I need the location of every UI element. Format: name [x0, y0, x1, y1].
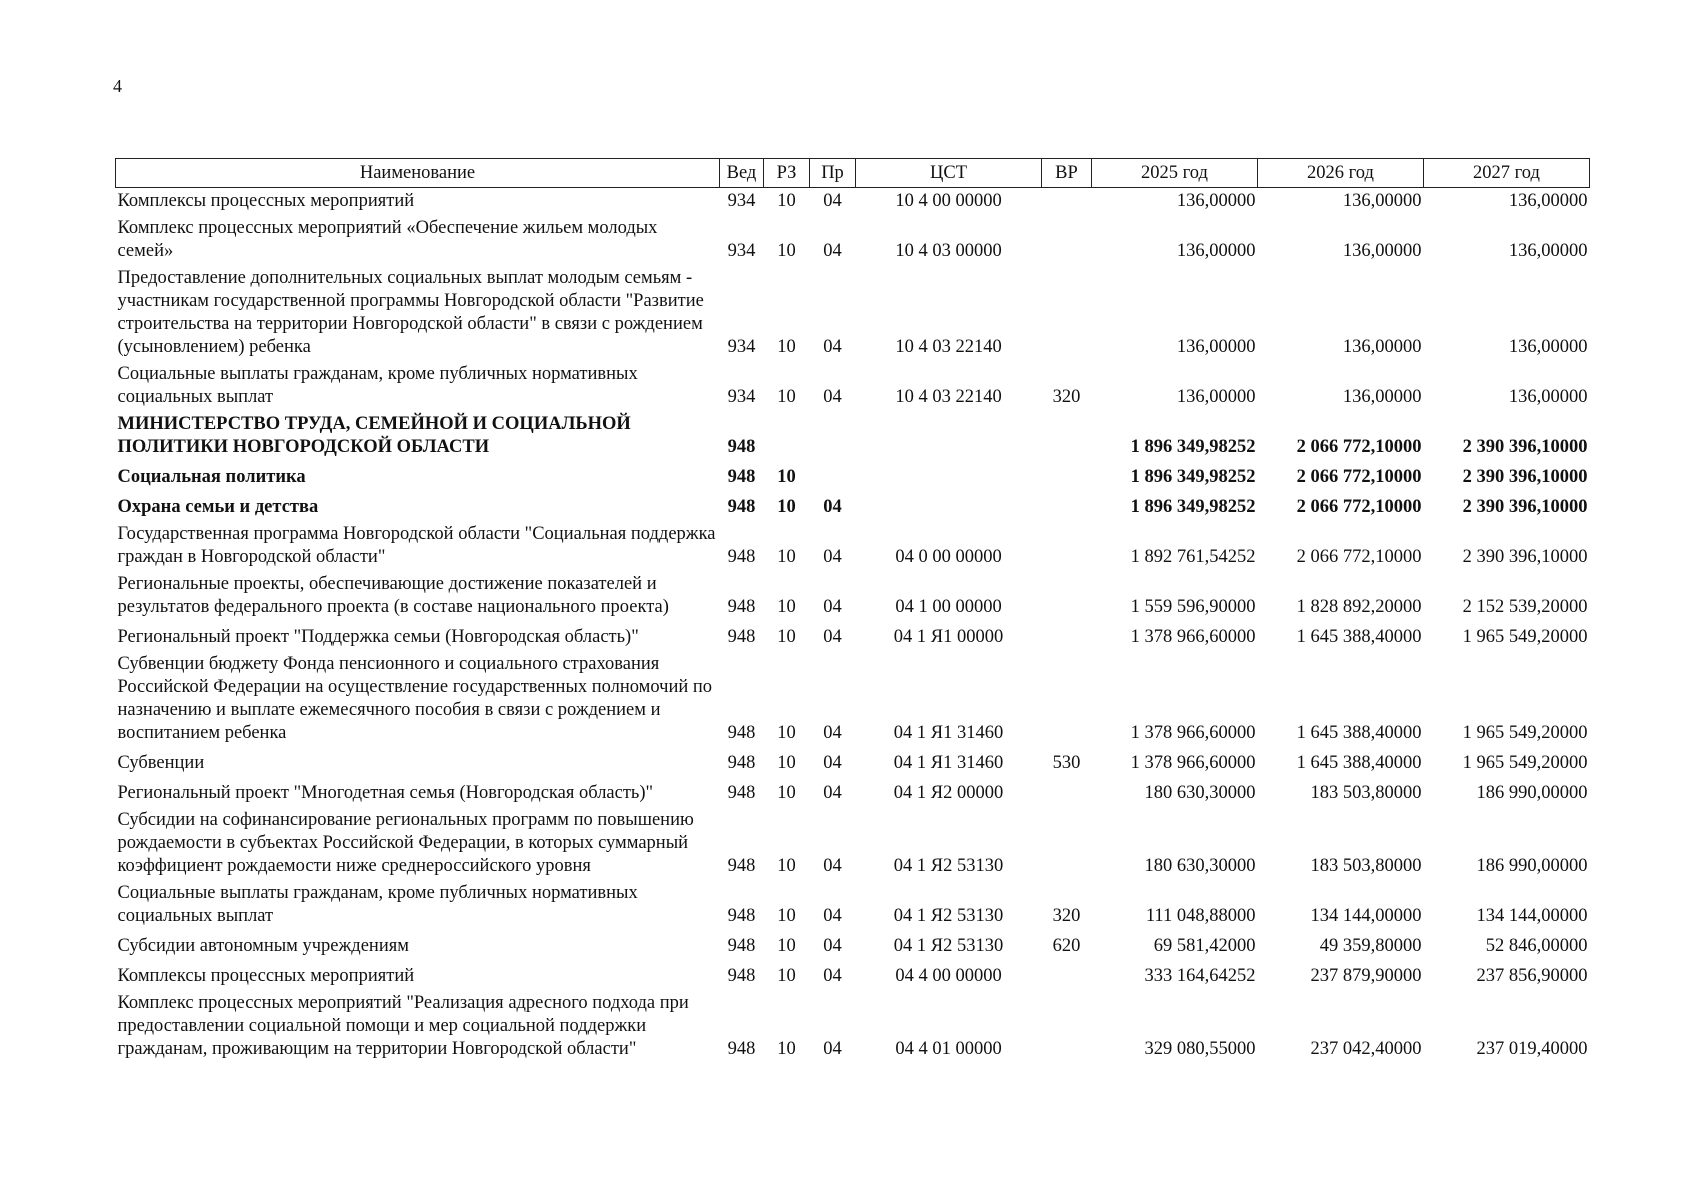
cell-2026: 183 503,80000	[1310, 856, 1422, 876]
cell-2025: 1 892 761,54252	[1130, 547, 1256, 567]
cell-pr: 04	[823, 1039, 842, 1059]
cell-2027: 237 019,40000	[1476, 1039, 1588, 1059]
cell-name: Комплекс процессных мероприятий «Обеспечение жильем молодых семей»	[117, 218, 658, 261]
cell-ved: 934	[727, 241, 756, 261]
cell-2025: 111 048,88000	[1145, 906, 1256, 926]
cell-ved: 934	[727, 387, 756, 407]
cell-2025: 136,00000	[1176, 191, 1256, 211]
cell-2025: 136,00000	[1176, 387, 1256, 407]
header-2027: 2027 год	[1424, 159, 1590, 188]
cell-2025: 329 080,55000	[1144, 1039, 1256, 1059]
cell-cst: 04 1 Я1 31460	[893, 753, 1004, 773]
cell-rz: 10	[777, 753, 796, 773]
cell-ved: 948	[727, 966, 756, 986]
cell-ved: 948	[727, 437, 756, 457]
cell-rz	[764, 411, 810, 461]
cell-rz: 10	[777, 597, 796, 617]
cell-ved: 948	[727, 936, 756, 956]
cell-ved: 948	[727, 1039, 756, 1059]
cell-name: Охрана семьи и детства	[117, 497, 319, 517]
cell-pr: 04	[823, 906, 842, 926]
cell-2025: 1 378 966,60000	[1130, 753, 1256, 773]
cell-cst: 10 4 00 00000	[895, 191, 1002, 211]
cell-ved: 948	[727, 467, 756, 487]
cell-vr: 320	[1052, 387, 1081, 407]
cell-2027: 237 856,90000	[1476, 966, 1588, 986]
cell-2026: 134 144,00000	[1310, 906, 1422, 926]
table-row	[116, 215, 1590, 265]
table-row	[116, 411, 1590, 461]
cell-2026: 237 042,40000	[1310, 1039, 1422, 1059]
cell-2026: 2 066 772,10000	[1296, 467, 1422, 487]
header-2026: 2026 год	[1258, 159, 1424, 188]
header-2025: 2025 год	[1092, 159, 1258, 188]
cell-2026: 183 503,80000	[1310, 783, 1422, 803]
cell-name: Комплекс процессных мероприятий "Реализация адресного подхода при предоставлении социальной помощи и мер социальной поддержки гражданам, проживающим на территории Новгородской области"	[117, 993, 689, 1059]
table-row	[116, 807, 1590, 880]
cell-cst: 10 4 03 22140	[895, 387, 1002, 407]
cell-name: Субвенции бюджету Фонда пенсионного и социального страхования Российской Федерации на осуществление государственных полномочий по назначению и выплате ежемесячного пособия в связи с рождением и воспитанием ребенка	[117, 654, 713, 743]
cell-pr: 04	[823, 337, 842, 357]
cell-cst: 10 4 03 00000	[895, 241, 1002, 261]
cell-2027: 2 390 396,10000	[1462, 547, 1588, 567]
cell-2027: 186 990,00000	[1476, 783, 1588, 803]
cell-ved: 948	[727, 627, 756, 647]
page-number: 4	[113, 76, 122, 96]
cell-2026: 1 645 388,40000	[1296, 753, 1422, 773]
cell-name: Региональные проекты, обеспечивающие достижение показателей и результатов федерального проекта (в составе национального проекта)	[117, 574, 669, 617]
cell-name: Государственная программа Новгородской области "Социальная поддержка граждан в Новгородской области"	[117, 524, 716, 567]
cell-ved: 934	[727, 337, 756, 357]
cell-rz: 10	[777, 856, 796, 876]
cell-rz: 10	[777, 783, 796, 803]
cell-2027: 186 990,00000	[1476, 856, 1588, 876]
cell-ved: 948	[727, 723, 756, 743]
table-row	[116, 651, 1590, 747]
cell-ved: 948	[727, 753, 756, 773]
cell-pr: 04	[823, 753, 842, 773]
cell-rz: 10	[777, 936, 796, 956]
cell-2026: 2 066 772,10000	[1296, 437, 1422, 457]
cell-pr: 04	[823, 191, 842, 211]
table-row	[116, 880, 1590, 930]
cell-2027: 136,00000	[1508, 387, 1588, 407]
cell-vr	[1042, 571, 1092, 621]
header-cst: ЦСТ	[856, 159, 1042, 188]
cell-vr: 530	[1052, 753, 1081, 773]
cell-cst: 04 1 Я2 53130	[893, 906, 1004, 926]
cell-2025: 1 559 596,90000	[1130, 597, 1256, 617]
cell-2026: 2 066 772,10000	[1296, 547, 1422, 567]
cell-pr	[810, 461, 856, 491]
cell-2027: 136,00000	[1508, 191, 1588, 211]
table-header-row	[116, 159, 1590, 188]
cell-name: Комплексы процессных мероприятий	[117, 191, 415, 211]
table-row	[116, 188, 1590, 216]
cell-2027: 2 152 539,20000	[1462, 597, 1588, 617]
table-row	[116, 960, 1590, 990]
cell-pr: 04	[823, 597, 842, 617]
cell-vr	[1042, 461, 1092, 491]
table-body	[116, 188, 1590, 1064]
cell-2025: 1 378 966,60000	[1130, 723, 1256, 743]
cell-rz: 10	[777, 1039, 796, 1059]
cell-name: МИНИСТЕРСТВО ТРУДА, СЕМЕЙНОЙ И СОЦИАЛЬНОЙ ПОЛИТИКИ НОВГОРОДСКОЙ ОБЛАСТИ	[117, 414, 631, 457]
cell-rz: 10	[777, 966, 796, 986]
header-pr: Пр	[810, 159, 856, 188]
cell-vr	[1042, 521, 1092, 571]
cell-vr	[1042, 491, 1092, 521]
cell-name: Региональный проект "Многодетная семья (Новгородская область)"	[117, 783, 654, 803]
header-vr: ВР	[1042, 159, 1092, 188]
table-row	[116, 990, 1590, 1063]
cell-name: Субвенции	[117, 753, 205, 773]
header-ved: Вед	[720, 159, 764, 188]
cell-rz: 10	[777, 723, 796, 743]
cell-2026: 237 879,90000	[1310, 966, 1422, 986]
cell-vr	[1042, 990, 1092, 1063]
cell-vr	[1042, 960, 1092, 990]
cell-ved: 948	[727, 856, 756, 876]
header-name: Наименование	[116, 159, 720, 188]
cell-vr	[1042, 651, 1092, 747]
cell-name: Социальные выплаты гражданам, кроме публичных нормативных социальных выплат	[117, 883, 638, 926]
cell-2027: 2 390 396,10000	[1462, 467, 1588, 487]
cell-rz: 10	[777, 906, 796, 926]
cell-name: Субсидии на софинансирование региональных программ по повышению рождаемости в субъектах Российской Федерации, в которых суммарный коэффициент рождаемости ниже среднероссийского уровня	[117, 810, 694, 876]
cell-rz: 10	[777, 497, 796, 517]
cell-pr: 04	[823, 387, 842, 407]
cell-vr	[1042, 777, 1092, 807]
cell-cst: 04 1 Я2 53130	[893, 936, 1004, 956]
cell-vr	[1042, 411, 1092, 461]
cell-2026: 136,00000	[1342, 241, 1422, 261]
cell-ved: 948	[727, 783, 756, 803]
cell-vr: 320	[1052, 906, 1081, 926]
cell-vr	[1042, 188, 1092, 216]
cell-2026: 1 645 388,40000	[1296, 723, 1422, 743]
cell-rz: 10	[777, 547, 796, 567]
cell-2025: 136,00000	[1176, 241, 1256, 261]
cell-vr: 620	[1052, 936, 1081, 956]
cell-2026: 2 066 772,10000	[1296, 497, 1422, 517]
cell-vr	[1042, 621, 1092, 651]
cell-vr	[1042, 215, 1092, 265]
cell-2025: 1 378 966,60000	[1130, 627, 1256, 647]
cell-ved: 948	[727, 597, 756, 617]
cell-pr: 04	[823, 241, 842, 261]
cell-2025: 1 896 349,98252	[1130, 467, 1256, 487]
table-row	[116, 461, 1590, 491]
table-row	[116, 930, 1590, 960]
cell-pr: 04	[823, 723, 842, 743]
table-row	[116, 265, 1590, 361]
cell-cst: 04 1 Я1 00000	[893, 627, 1004, 647]
cell-rz: 10	[777, 191, 796, 211]
cell-2026: 49 359,80000	[1319, 936, 1422, 956]
cell-2027: 1 965 549,20000	[1462, 753, 1588, 773]
budget-table	[115, 158, 1590, 1063]
cell-2026: 136,00000	[1342, 337, 1422, 357]
table-row	[116, 747, 1590, 777]
cell-name: Комплексы процессных мероприятий	[117, 966, 415, 986]
cell-pr: 04	[823, 936, 842, 956]
table-row	[116, 571, 1590, 621]
cell-cst: 04 0 00 00000	[895, 547, 1002, 567]
cell-2025: 136,00000	[1176, 337, 1256, 357]
cell-vr	[1042, 265, 1092, 361]
cell-cst: 10 4 03 22140	[895, 337, 1002, 357]
table-row	[116, 491, 1590, 521]
cell-2027: 136,00000	[1508, 337, 1588, 357]
cell-pr	[810, 411, 856, 461]
cell-vr	[1042, 807, 1092, 880]
cell-2025: 180 630,30000	[1144, 856, 1256, 876]
table-row	[116, 621, 1590, 651]
cell-cst	[856, 411, 1042, 461]
cell-pr: 04	[823, 547, 842, 567]
cell-pr: 04	[823, 856, 842, 876]
cell-cst	[856, 491, 1042, 521]
table-row	[116, 521, 1590, 571]
cell-2027: 1 965 549,20000	[1462, 723, 1588, 743]
cell-cst: 04 4 00 00000	[895, 966, 1002, 986]
table-row	[116, 777, 1590, 807]
header-rz: РЗ	[764, 159, 810, 188]
cell-2027: 2 390 396,10000	[1462, 497, 1588, 517]
cell-name: Социальная политика	[117, 467, 306, 487]
cell-ved: 948	[727, 906, 756, 926]
cell-2025: 69 581,42000	[1153, 936, 1256, 956]
cell-cst: 04 1 Я2 00000	[893, 783, 1004, 803]
cell-cst: 04 1 Я2 53130	[893, 856, 1004, 876]
cell-pr: 04	[823, 627, 842, 647]
cell-2025: 1 896 349,98252	[1130, 497, 1256, 517]
cell-pr: 04	[823, 966, 842, 986]
cell-2026: 1 828 892,20000	[1296, 597, 1422, 617]
cell-2027: 136,00000	[1508, 241, 1588, 261]
cell-cst: 04 1 00 00000	[895, 597, 1002, 617]
table-row	[116, 361, 1590, 411]
cell-2027: 2 390 396,10000	[1462, 437, 1588, 457]
cell-name: Социальные выплаты гражданам, кроме публичных нормативных социальных выплат	[117, 364, 638, 407]
cell-2026: 1 645 388,40000	[1296, 627, 1422, 647]
cell-2027: 52 846,00000	[1485, 936, 1588, 956]
cell-pr: 04	[823, 497, 842, 517]
cell-2027: 1 965 549,20000	[1462, 627, 1588, 647]
cell-rz: 10	[777, 467, 796, 487]
cell-ved: 934	[727, 191, 756, 211]
cell-name: Предоставление дополнительных социальных выплат молодым семьям - участникам государственной программы Новгородской области "Развитие строительства на территории Новгородской области" в связи с рождением (усыновлением) ребенка	[117, 268, 704, 357]
cell-2025: 333 164,64252	[1144, 966, 1256, 986]
cell-2025: 1 896 349,98252	[1130, 437, 1256, 457]
cell-rz: 10	[777, 241, 796, 261]
cell-2026: 136,00000	[1342, 191, 1422, 211]
cell-rz: 10	[777, 387, 796, 407]
cell-rz: 10	[777, 337, 796, 357]
cell-2025: 180 630,30000	[1144, 783, 1256, 803]
cell-cst: 04 4 01 00000	[895, 1039, 1002, 1059]
cell-2027: 134 144,00000	[1476, 906, 1588, 926]
cell-name: Субсидии автономным учреждениям	[117, 936, 409, 956]
cell-name: Региональный проект "Поддержка семьи (Новгородская область)"	[117, 627, 639, 647]
cell-cst: 04 1 Я1 31460	[893, 723, 1004, 743]
cell-rz: 10	[777, 627, 796, 647]
cell-pr: 04	[823, 783, 842, 803]
cell-ved: 948	[727, 497, 756, 517]
cell-2026: 136,00000	[1342, 387, 1422, 407]
cell-cst	[856, 461, 1042, 491]
cell-ved: 948	[727, 547, 756, 567]
